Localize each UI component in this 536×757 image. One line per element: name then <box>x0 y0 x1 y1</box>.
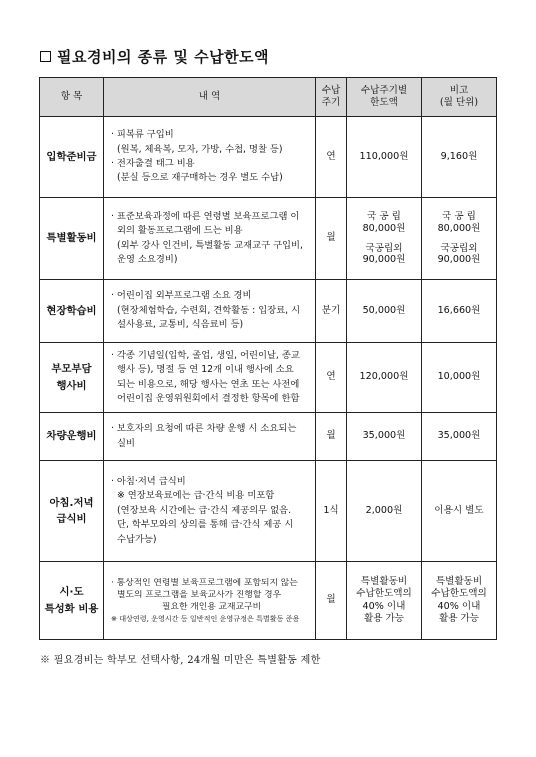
row-note: 이용시 별도 <box>422 461 497 562</box>
table-row <box>40 117 497 198</box>
row-detail: · 통상적인 연령별 보육프로그램에 포함되지 않는 별도의 프로그램을 보육교사가 진행할 경우 필요한 개인용 교재교구비 ※ 대상연령, 운영시간 등 일반적인 운영규정은 특별활동 준용 <box>104 562 316 640</box>
row-limit: 특별활동비 수납한도액의 40% 이내 활용 가능 <box>347 562 422 640</box>
row-limit: 50,000원 <box>347 280 422 343</box>
row-name: 차량운행비 <box>40 413 104 461</box>
row-detail: · 어린이집 외부프로그램 소요 경비 (현장체험학습, 수련회, 견학활동 : 입장료, 시 설사용료, 교통비, 식음료비 등) <box>104 280 316 343</box>
header-item: 항 목 <box>40 78 104 117</box>
row-cycle: 연 <box>316 117 347 198</box>
row-name: 현장학습비 <box>40 280 104 343</box>
row-cycle: 분기 <box>316 280 347 343</box>
header-note: 비고 (월 단위) <box>422 78 497 117</box>
table-row <box>40 198 497 280</box>
expense-table <box>39 77 497 640</box>
row-cycle: 연 <box>316 343 347 413</box>
row-detail: · 아침·저녁 급식비 ※ 연장보육료에는 급·간식 비용 미포함 (연장보육 시간에는 급·간식 제공의무 없음. 단, 학부모와의 상의를 통해 급·간식 제공 시 수납가능) <box>104 461 316 562</box>
header-detail: 내 역 <box>104 78 316 117</box>
header-limit: 수납주기별 한도액 <box>347 78 422 117</box>
row-limit: 국 공 립 80,000원 국공립외 90,000원 <box>347 198 422 280</box>
row-detail: · 보호자의 요청에 따른 차량 운행 시 소요되는 실비 <box>104 413 316 461</box>
row-detail: · 각종 기념일(입학, 졸업, 생일, 어린이날, 종교 행사 등), 명절 등 연 12개 이내 행사에 소요 되는 비용으로, 해당 행사는 연초 또는 사전에 어린이집 운영위원회에서 결정한 항목에 한함 <box>104 343 316 413</box>
row-note: 특별활동비 수납한도액의 40% 이내 활용 가능 <box>422 562 497 640</box>
row-limit: 35,000원 <box>347 413 422 461</box>
section-title <box>40 46 269 67</box>
checkbox-square-icon <box>40 51 51 62</box>
table-row <box>40 343 497 413</box>
row-cycle: 1식 <box>316 461 347 562</box>
row-note: 10,000원 <box>422 343 497 413</box>
row-limit: 120,000원 <box>347 343 422 413</box>
row-limit: 110,000원 <box>347 117 422 198</box>
section-title-text: 필요경비의 종류 및 수납한도액 <box>57 48 270 66</box>
row-cycle: 월 <box>316 413 347 461</box>
table-header-row <box>40 78 497 117</box>
table-row <box>40 562 497 640</box>
table-row <box>40 280 497 343</box>
row-name: 입학준비금 <box>40 117 104 198</box>
row-note: 9,160원 <box>422 117 497 198</box>
table-row <box>40 413 497 461</box>
row-note: 16,660원 <box>422 280 497 343</box>
row-limit: 2,000원 <box>347 461 422 562</box>
row-detail: · 피복류 구입비 (원복, 체육복, 모자, 가방, 수첩, 명찰 등) · 전자출결 태그 비용 (분실 등으로 재구매하는 경우 별도 수납) <box>104 117 316 198</box>
row-cycle: 월 <box>316 198 347 280</box>
row-detail: · 표준보육과정에 따른 연령별 보육프로그램 이 외의 활동프로그램에 드는 비용 (외부 강사 인건비, 특별활동 교재교구 구입비, 운영 소요경비) <box>104 198 316 280</box>
row-name: 시·도 특성화 비용 <box>40 562 104 640</box>
table-row <box>40 461 497 562</box>
row-cycle: 월 <box>316 562 347 640</box>
footnote: ※ 필요경비는 학부모 선택사항, 24개월 미만은 특별활동 제한 <box>40 655 321 666</box>
row-note: 35,000원 <box>422 413 497 461</box>
row-name: 특별활동비 <box>40 198 104 280</box>
row-name: 부모부담 행사비 <box>40 343 104 413</box>
header-cycle: 수납 주기 <box>316 78 347 117</box>
row-name: 아침.저녁 급식비 <box>40 461 104 562</box>
row-note: 국 공 립 80,000원 국공립외 90,000원 <box>422 198 497 280</box>
